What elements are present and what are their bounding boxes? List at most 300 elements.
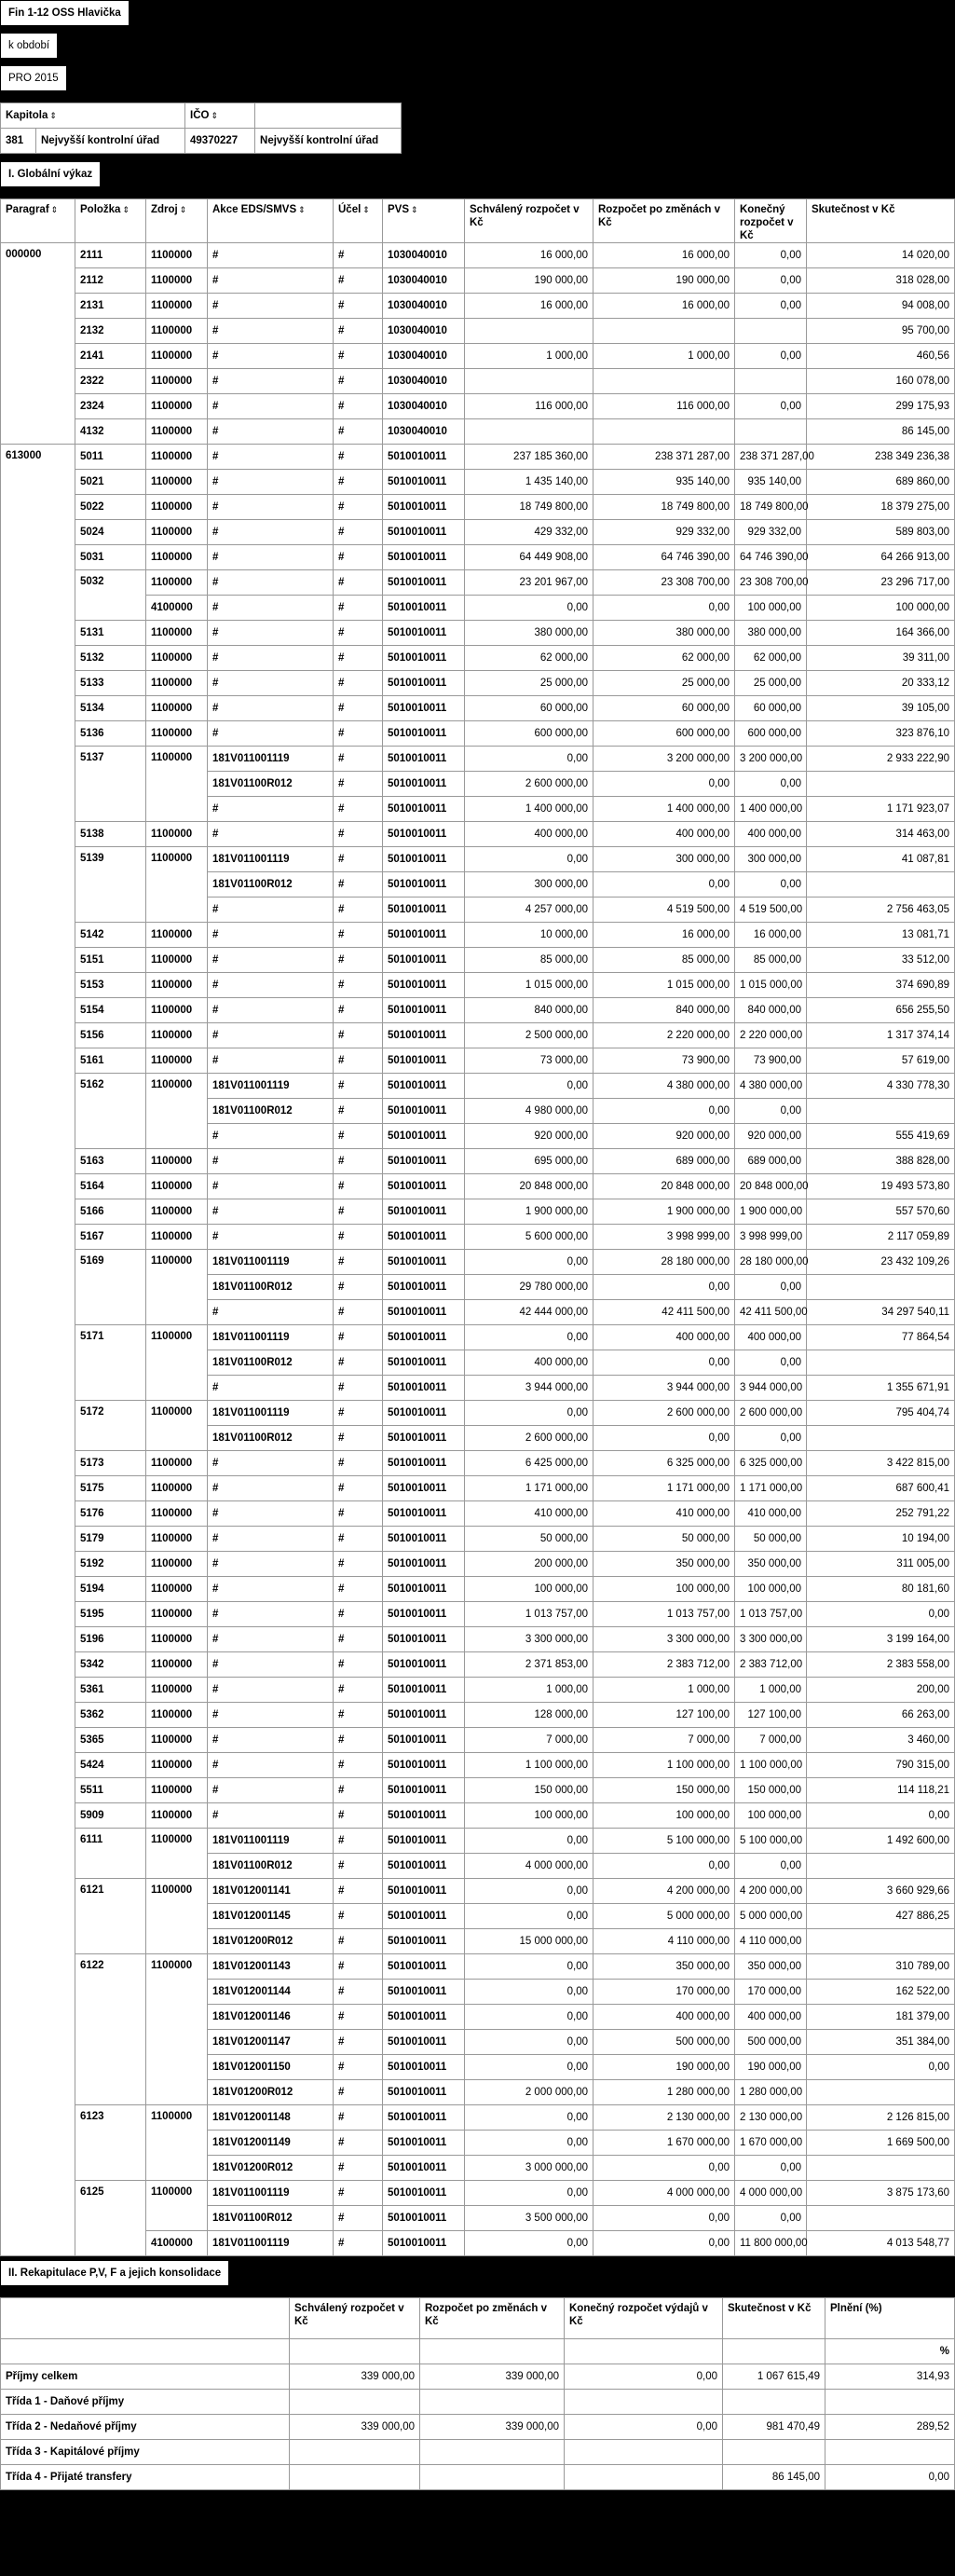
zdroj-cell: 1100000 [146,1753,208,1778]
pvs-cell: 5010010011 [383,1577,465,1602]
pvs-cell: 5010010011 [383,2231,465,2256]
table-row [1,2465,955,2490]
recap-label-cell: Třída 3 - Kapitálové příjmy [1,2440,290,2465]
zdroj-cell: 1100000 [146,268,208,294]
akce-cell: 181V012001141 [208,1879,334,1904]
po-zmenach-cell: 1 670 000,00 [593,2131,735,2156]
col-header-label: Účel [338,204,362,215]
konecny-cell: 16 000,00 [735,923,807,948]
konecny-cell: 5 100 000,00 [735,1829,807,1854]
konecny-cell: 600 000,00 [735,721,807,747]
ucel-cell: # [334,344,383,369]
ucel-cell: # [334,1929,383,1954]
col-header-0[interactable] [1,199,75,243]
recap-value-cell: 339 000,00 [420,2364,565,2390]
sort-icon[interactable]: ⇕ [49,111,57,120]
ucel-cell: # [334,1728,383,1753]
zdroj-cell: 1100000 [146,847,208,923]
konecny-cell: 50 000,00 [735,1527,807,1552]
schvaleny-cell: 0,00 [465,2005,593,2030]
ucel-cell: # [334,1124,383,1149]
recap-col-header-0 [1,2298,290,2339]
recap-value-cell [565,2465,723,2490]
pvs-cell: 5010010011 [383,1703,465,1728]
ucel-cell: # [334,1501,383,1527]
pvs-cell: 5010010011 [383,1124,465,1149]
pvs-cell: 5010010011 [383,1048,465,1074]
table-row [1,621,955,646]
skutecnost-cell: 77 864,54 [807,1325,955,1350]
header-table [0,103,402,154]
col-header-1[interactable] [75,199,146,243]
polozka-cell: 6123 [75,2105,146,2181]
pvs-cell: 5010010011 [383,1250,465,1275]
zdroj-cell: 1100000 [146,747,208,822]
col-header-label: Zdroj [151,204,178,215]
schvaleny-cell: 10 000,00 [465,923,593,948]
konecny-cell: 300 000,00 [735,847,807,872]
sort-icon[interactable]: ⇕ [179,205,187,214]
po-zmenach-cell: 16 000,00 [593,923,735,948]
akce-cell: # [208,1753,334,1778]
konecny-cell: 4 519 500,00 [735,897,807,923]
konecny-cell: 3 998 999,00 [735,1225,807,1250]
table-row [1,2440,955,2465]
ucel-cell: # [334,772,383,797]
konecny-cell: 150 000,00 [735,1778,807,1803]
ucel-cell: # [334,1376,383,1401]
akce-cell: 181V01200R012 [208,1929,334,1954]
konecny-cell: 1 280 000,00 [735,2080,807,2105]
polozka-cell: 5137 [75,747,146,822]
zdroj-cell: 1100000 [146,1652,208,1678]
po-zmenach-cell: 2 130 000,00 [593,2105,735,2131]
skutecnost-cell: 374 690,89 [807,973,955,998]
po-zmenach-cell: 20 848 000,00 [593,1174,735,1199]
polozka-cell: 2112 [75,268,146,294]
konecny-cell: 100 000,00 [735,1803,807,1829]
akce-cell: # [208,1225,334,1250]
pvs-cell: 5010010011 [383,2055,465,2080]
pvs-cell: 5010010011 [383,2080,465,2105]
po-zmenach-cell: 127 100,00 [593,1703,735,1728]
schvaleny-cell: 237 185 360,00 [465,445,593,470]
col-header-5[interactable] [383,199,465,243]
ucel-cell: # [334,294,383,319]
akce-cell: # [208,797,334,822]
ucel-cell: # [334,596,383,621]
ucel-cell: # [334,1426,383,1451]
recap-value-cell [290,2440,420,2465]
polozka-cell: 5134 [75,696,146,721]
schvaleny-cell: 0,00 [465,1401,593,1426]
section1-tab: I. Globální výkaz [0,161,101,187]
zdroj-cell: 1100000 [146,2105,208,2181]
akce-cell: 181V01100R012 [208,1854,334,1879]
akce-cell: # [208,1627,334,1652]
po-zmenach-cell: 2 600 000,00 [593,1401,735,1426]
schvaleny-cell: 200 000,00 [465,1552,593,1577]
ucel-cell: # [334,1300,383,1325]
polozka-cell: 2322 [75,369,146,394]
akce-cell: # [208,1300,334,1325]
table-row [1,369,955,394]
skutecnost-cell: 4 013 548,77 [807,2231,955,2256]
akce-cell: # [208,822,334,847]
pvs-cell: 5010010011 [383,1199,465,1225]
ucel-cell: # [334,1048,383,1074]
zdroj-cell: 1100000 [146,319,208,344]
table-row [1,998,955,1023]
zdroj-cell: 1100000 [146,822,208,847]
skutecnost-cell: 2 117 059,89 [807,1225,955,1250]
konecny-cell: 0,00 [735,2206,807,2231]
akce-cell: # [208,998,334,1023]
table-row [1,520,955,545]
sort-icon[interactable]: ⇕ [362,205,370,214]
table-row [1,1451,955,1476]
pvs-cell: 5010010011 [383,470,465,495]
schvaleny-cell: 0,00 [465,1879,593,1904]
table-row [1,1954,955,1980]
pvs-cell: 5010010011 [383,1451,465,1476]
konecny-cell: 1 015 000,00 [735,973,807,998]
col-ico[interactable]: IČO ⇕ [185,103,255,129]
akce-cell: # [208,1501,334,1527]
schvaleny-cell: 1 171 000,00 [465,1476,593,1501]
skutecnost-cell: 181 379,00 [807,2005,955,2030]
konecny-cell: 60 000,00 [735,696,807,721]
konecny-cell: 1 100 000,00 [735,1753,807,1778]
po-zmenach-cell: 6 325 000,00 [593,1451,735,1476]
table-row [1,1023,955,1048]
skutecnost-cell: 4 330 778,30 [807,1074,955,1099]
polozka-cell: 5176 [75,1501,146,1527]
skutecnost-cell: 86 145,00 [807,419,955,445]
polozka-cell: 6111 [75,1829,146,1879]
konecny-cell: 7 000,00 [735,1728,807,1753]
pvs-cell: 5010010011 [383,2156,465,2181]
unit-cell [723,2339,825,2364]
col-header-2[interactable] [146,199,208,243]
polozka-cell: 4132 [75,419,146,445]
unit-cell [290,2339,420,2364]
schvaleny-cell: 29 780 000,00 [465,1275,593,1300]
schvaleny-cell: 1 435 140,00 [465,470,593,495]
polozka-cell: 5194 [75,1577,146,1602]
polozka-cell: 2132 [75,319,146,344]
konecny-cell: 28 180 000,00 [735,1250,807,1275]
ucel-cell: # [334,721,383,747]
col-header-3[interactable] [208,199,334,243]
zdroj-cell: 1100000 [146,1225,208,1250]
skutecnost-cell [807,1854,955,1879]
zdroj-cell: 1100000 [146,1627,208,1652]
zdroj-cell: 1100000 [146,621,208,646]
table-row [1,1501,955,1527]
skutecnost-cell: 66 263,00 [807,1703,955,1728]
po-zmenach-cell: 935 140,00 [593,470,735,495]
akce-cell: # [208,1602,334,1627]
skutecnost-cell: 33 512,00 [807,948,955,973]
akce-cell: 181V011001119 [208,1829,334,1854]
zdroj-cell: 1100000 [146,721,208,747]
po-zmenach-cell: 1 000,00 [593,1678,735,1703]
sort-icon[interactable]: ⇕ [411,205,418,214]
col-header-4[interactable] [334,199,383,243]
ucel-cell: # [334,1652,383,1678]
ucel-cell: # [334,1627,383,1652]
skutecnost-cell [807,2080,955,2105]
konecny-cell: 190 000,00 [735,2055,807,2080]
pvs-cell: 5010010011 [383,1980,465,2005]
pvs-cell: 5010010011 [383,646,465,671]
akce-cell: 181V011001119 [208,2181,334,2206]
konecny-cell: 0,00 [735,1426,807,1451]
polozka-cell: 2324 [75,394,146,419]
table-row [1,1527,955,1552]
akce-cell: # [208,495,334,520]
col-header-8 [735,199,807,243]
ucel-cell: # [334,2005,383,2030]
schvaleny-cell: 1 000,00 [465,1678,593,1703]
pvs-cell: 5010010011 [383,872,465,897]
po-zmenach-cell: 7 000,00 [593,1728,735,1753]
konecny-cell: 18 749 800,00 [735,495,807,520]
konecny-cell: 100 000,00 [735,1577,807,1602]
ucel-cell: # [334,1325,383,1350]
ucel-cell: # [334,2206,383,2231]
po-zmenach-cell: 400 000,00 [593,1325,735,1350]
akce-cell: # [208,1023,334,1048]
polozka-cell: 2111 [75,243,146,268]
konecny-cell: 2 220 000,00 [735,1023,807,1048]
ico-value: 49370227 [185,129,255,154]
schvaleny-cell: 3 000 000,00 [465,2156,593,2181]
pvs-cell: 5010010011 [383,822,465,847]
skutecnost-cell: 1 492 600,00 [807,1829,955,1854]
akce-cell: # [208,294,334,319]
schvaleny-cell: 50 000,00 [465,1527,593,1552]
po-zmenach-cell: 0,00 [593,1426,735,1451]
table-row [1,1074,955,1099]
po-zmenach-cell: 840 000,00 [593,998,735,1023]
akce-cell: # [208,1199,334,1225]
po-zmenach-cell: 1 013 757,00 [593,1602,735,1627]
recap-value-cell: 339 000,00 [290,2364,420,2390]
sort-icon[interactable]: ⇕ [50,205,59,214]
recap-value-cell: 981 470,49 [723,2415,825,2440]
akce-cell: # [208,948,334,973]
konecny-cell: 2 130 000,00 [735,2105,807,2131]
zdroj-cell: 1100000 [146,1778,208,1803]
ucel-cell: # [334,470,383,495]
konecny-cell: 1 670 000,00 [735,2131,807,2156]
schvaleny-cell: 6 425 000,00 [465,1451,593,1476]
table-row [1,2181,955,2206]
pvs-cell: 5010010011 [383,1652,465,1678]
skutecnost-cell: 2 756 463,05 [807,897,955,923]
zdroj-cell: 1100000 [146,1199,208,1225]
schvaleny-cell: 0,00 [465,1954,593,1980]
konecny-cell: 23 308 700,00 [735,570,807,596]
polozka-cell: 6122 [75,1954,146,2105]
konecny-cell: 0,00 [735,344,807,369]
recap-value-cell [290,2465,420,2490]
table-row [1,319,955,344]
table-row [1,495,955,520]
polozka-cell: 5171 [75,1325,146,1401]
ucel-cell: # [334,2181,383,2206]
schvaleny-cell: 1 400 000,00 [465,797,593,822]
schvaleny-cell: 400 000,00 [465,822,593,847]
schvaleny-cell: 0,00 [465,2231,593,2256]
po-zmenach-cell: 18 749 800,00 [593,495,735,520]
akce-cell: # [208,545,334,570]
col-header-label: Schválený rozpočet v Kč [470,204,580,228]
po-zmenach-cell: 1 171 000,00 [593,1476,735,1501]
po-zmenach-cell: 1 900 000,00 [593,1199,735,1225]
schvaleny-cell: 42 444 000,00 [465,1300,593,1325]
po-zmenach-cell: 920 000,00 [593,1124,735,1149]
skutecnost-cell: 1 669 500,00 [807,2131,955,2156]
pvs-cell: 5010010011 [383,696,465,721]
table-row [1,1602,955,1627]
pvs-cell: 5010010011 [383,797,465,822]
recap-label-cell: Třída 1 - Daňové příjmy [1,2390,290,2415]
ucel-cell: # [334,1778,383,1803]
akce-cell: # [208,646,334,671]
akce-cell: 181V011001119 [208,2231,334,2256]
akce-cell: # [208,344,334,369]
section2-tab: II. Rekapitulace P,V, F a jejich konsolidace [0,2260,229,2286]
zdroj-cell: 1100000 [146,1174,208,1199]
po-zmenach-cell: 116 000,00 [593,394,735,419]
konecny-cell: 400 000,00 [735,1325,807,1350]
pvs-cell: 1030040010 [383,268,465,294]
akce-cell: # [208,1149,334,1174]
po-zmenach-cell: 929 332,00 [593,520,735,545]
konecny-cell: 920 000,00 [735,1124,807,1149]
polozka-cell: 5031 [75,545,146,570]
table-row [1,1174,955,1199]
ucel-cell: # [334,1527,383,1552]
ucel-cell: # [334,973,383,998]
sort-icon[interactable]: ⇕ [298,205,306,214]
zdroj-cell: 1100000 [146,1728,208,1753]
akce-cell: 181V012001148 [208,2105,334,2131]
konecny-cell: 6 325 000,00 [735,1451,807,1476]
pvs-cell: 5010010011 [383,1678,465,1703]
akce-cell: # [208,621,334,646]
unit-row [1,2339,955,2364]
konecny-cell: 11 800 000,00 [735,2231,807,2256]
po-zmenach-cell: 380 000,00 [593,621,735,646]
pvs-cell: 5010010011 [383,1350,465,1376]
po-zmenach-cell: 3 944 000,00 [593,1376,735,1401]
pvs-cell: 5010010011 [383,1728,465,1753]
polozka-cell: 5909 [75,1803,146,1829]
sort-icon[interactable]: ⇕ [122,205,130,214]
akce-cell: 181V012001150 [208,2055,334,2080]
polozka-cell: 5361 [75,1678,146,1703]
polozka-cell: 5169 [75,1250,146,1325]
col-kapitola[interactable]: Kapitola ⇕ [1,103,185,129]
ucel-cell: # [334,445,383,470]
konecny-cell: 2 600 000,00 [735,1401,807,1426]
zdroj-cell: 1100000 [146,696,208,721]
pvs-cell: 5010010011 [383,923,465,948]
skutecnost-cell: 3 460,00 [807,1728,955,1753]
recap-value-cell [723,2440,825,2465]
schvaleny-cell [465,319,593,344]
schvaleny-cell: 0,00 [465,1829,593,1854]
pro-tab: PRO 2015 [0,65,67,91]
konecny-cell [735,369,807,394]
table-row [1,1225,955,1250]
sort-icon[interactable]: ⇕ [211,111,219,120]
akce-cell: # [208,470,334,495]
schvaleny-cell: 4 257 000,00 [465,897,593,923]
recap-col-header-3: Konečný rozpočet výdajů v Kč [565,2298,723,2339]
ucel-cell: # [334,495,383,520]
konecny-cell: 1 000,00 [735,1678,807,1703]
pvs-cell: 5010010011 [383,545,465,570]
table-row [1,344,955,369]
zdroj-cell: 1100000 [146,1325,208,1401]
recap-value-cell: 314,93 [825,2364,955,2390]
akce-cell: # [208,419,334,445]
ucel-cell: # [334,822,383,847]
skutecnost-cell: 299 175,93 [807,394,955,419]
konecny-cell: 500 000,00 [735,2030,807,2055]
polozka-cell: 5173 [75,1451,146,1476]
zdroj-cell: 1100000 [146,1803,208,1829]
akce-cell: # [208,1803,334,1829]
table-row [1,1879,955,1904]
schvaleny-cell: 0,00 [465,1074,593,1099]
pvs-cell: 5010010011 [383,1275,465,1300]
konecny-cell: 73 900,00 [735,1048,807,1074]
recap-value-cell [825,2390,955,2415]
skutecnost-cell: 2 383 558,00 [807,1652,955,1678]
konecny-cell: 840 000,00 [735,998,807,1023]
pvs-cell: 5010010011 [383,570,465,596]
recap-label-cell: Příjmy celkem [1,2364,290,2390]
table-row [1,1325,955,1350]
schvaleny-cell: 1 900 000,00 [465,1199,593,1225]
schvaleny-cell: 0,00 [465,2181,593,2206]
po-zmenach-cell: 0,00 [593,1275,735,1300]
polozka-cell: 6125 [75,2181,146,2256]
akce-cell: 181V01200R012 [208,2080,334,2105]
pvs-cell: 5010010011 [383,1426,465,1451]
pvs-cell: 5010010011 [383,1904,465,1929]
po-zmenach-cell: 64 746 390,00 [593,545,735,570]
po-zmenach-cell: 16 000,00 [593,243,735,268]
akce-cell: # [208,1778,334,1803]
schvaleny-cell: 380 000,00 [465,621,593,646]
po-zmenach-cell: 190 000,00 [593,2055,735,2080]
pvs-cell: 5010010011 [383,1929,465,1954]
table-row [1,847,955,872]
skutecnost-cell: 795 404,74 [807,1401,955,1426]
polozka-cell: 5196 [75,1627,146,1652]
skutecnost-cell: 13 081,71 [807,923,955,948]
ucel-cell: # [334,319,383,344]
pvs-cell: 5010010011 [383,1300,465,1325]
ico-name: Nejvyšší kontrolní úřad [255,129,402,154]
